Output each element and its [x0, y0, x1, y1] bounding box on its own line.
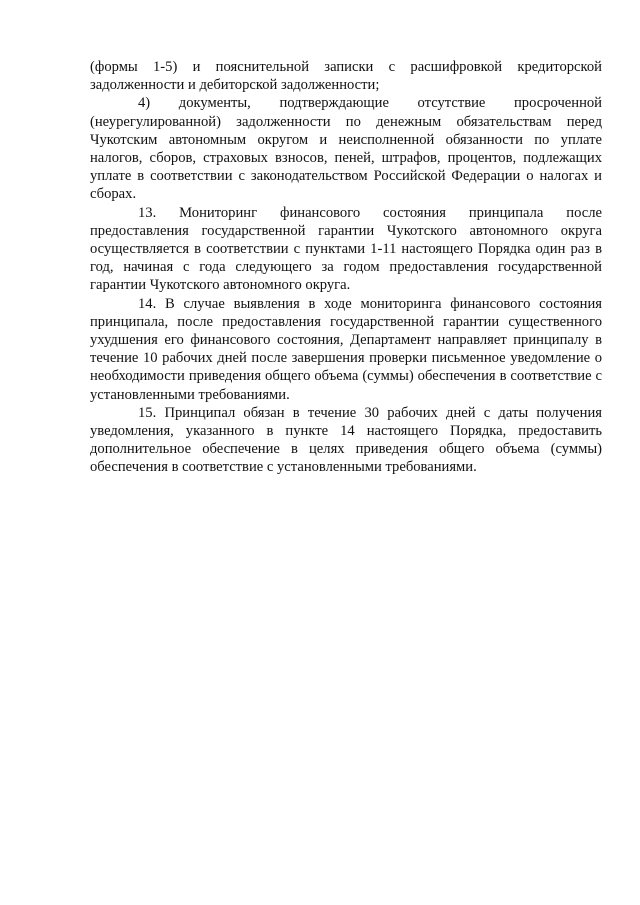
paragraph-item-14-deterioration: 14. В случае выявления в ходе мониторинга финансового состояния принципала, после предоставления государственной гарантии существенного ухудшения его финансового состояния, Департамент направляет принципалу в течение 10 рабочих дней после завершения проверки письменное уведомление о необходимости приведения общего объема (суммы) обеспечения в соответствие с установленными требованиями. — [90, 295, 602, 403]
paragraph-forms-continuation: (формы 1-5) и пояснительной записки с расшифровкой кредиторской задолженности и дебиторской задолженности; — [90, 59, 602, 94]
paragraph-item-13-monitoring: 13. Мониторинг финансового состояния принципала после предоставления государственной гарантии Чукотского автономного округа осуществляется в соответствии с пунктами 1-11 настоящего Порядка один раз в год, начиная с года следующего за годом предоставления государственной гарантии Чукотского автономного округа. — [90, 204, 602, 294]
paragraph-item-4-documents: 4) документы, подтверждающие отсутствие просроченной (неурегулированной) задолженности по денежным обязательствам перед Чукотским автономным округом и неисполненной обязанности по уплате налогов, сборов, страховых взносов, пеней, штрафов, процентов, подлежащих уплате в соответствии с законодательством Российской Федерации о налогах и сборах. — [90, 95, 602, 203]
document-body — [90, 58, 602, 477]
paragraph-item-15-obligation: 15. Принципал обязан в течение 30 рабочих дней с даты получения уведомления, указанного в пункте 14 настоящего Порядка, предоставить дополнительное обеспечение в целях приведения общего объема (суммы) обеспечения в соответствие с установленными требованиями. — [90, 404, 602, 476]
